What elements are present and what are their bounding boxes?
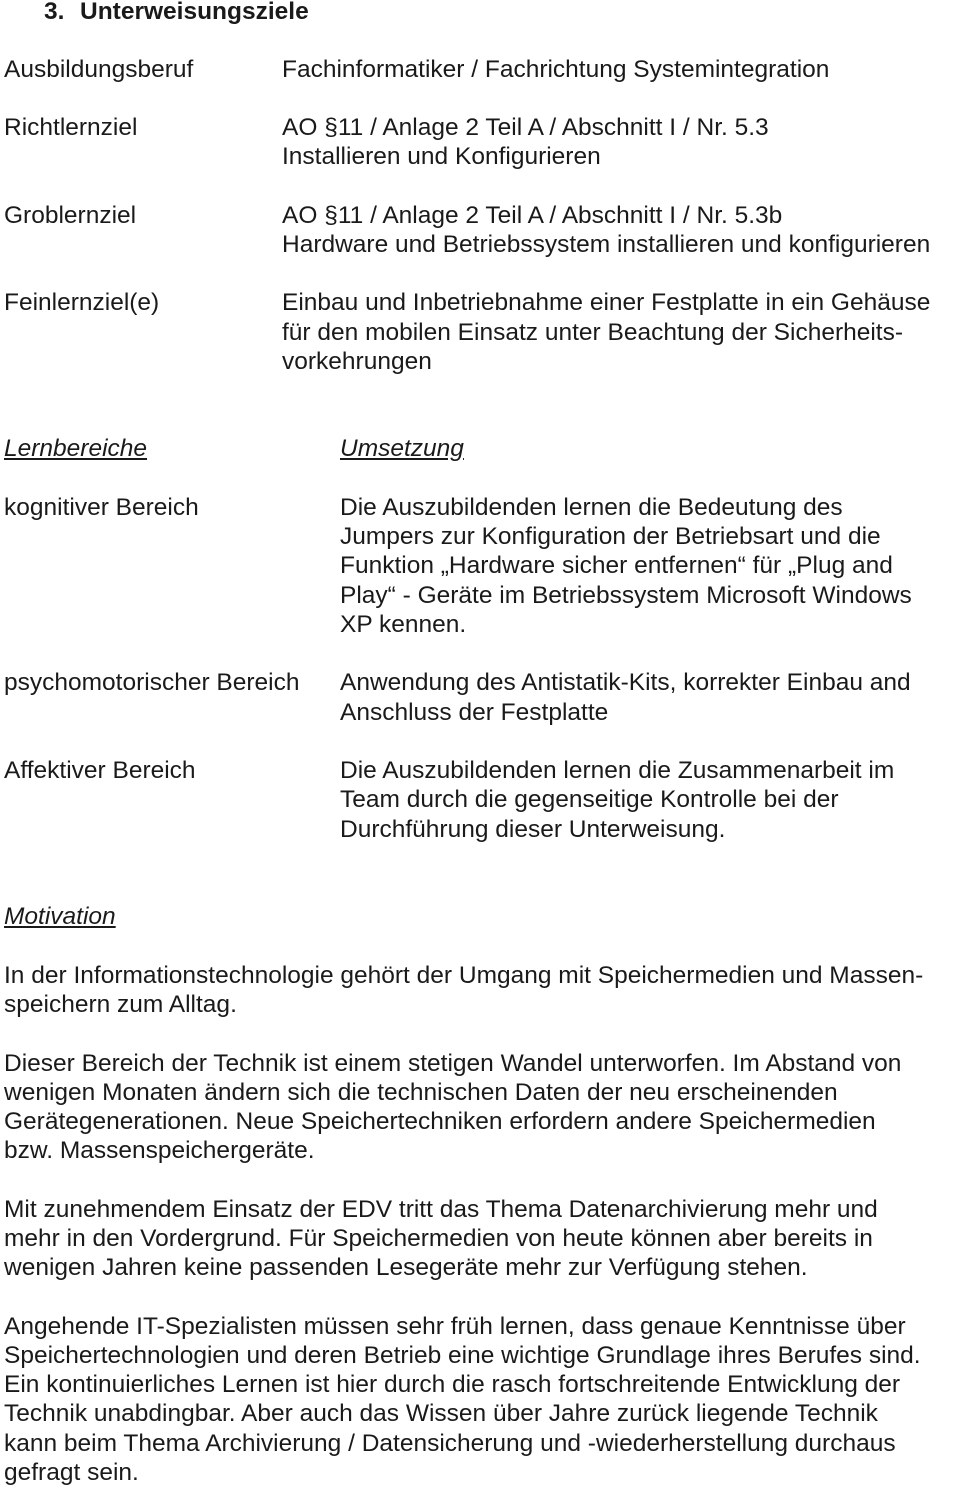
motivation-line: Dieser Bereich der Technik ist einem stetigen Wandel unterworfen. Im Abstand von	[4, 1050, 902, 1077]
motivation-line: wenigen Jahren keine passenden Lesegeräte mehr zur Verfügung stehen.	[4, 1254, 808, 1281]
goal-value-line: Installieren und Konfigurieren	[282, 143, 601, 170]
motivation-line: Ein kontinuierliches Lernen ist hier durch die rasch fortschreitende Entwicklung der	[4, 1371, 901, 1398]
motivation-line: wenigen Monaten ändern sich die technischen Daten der neu erscheinenden	[4, 1079, 838, 1106]
learning-label-kognitiv: kognitiver Bereich	[4, 494, 199, 521]
goal-label-ausbildungsberuf: Ausbildungsberuf	[4, 56, 194, 83]
goal-label-richtlernziel: Richtlernziel	[4, 114, 138, 141]
motivation-line: Gerätegenerationen. Neue Speichertechniken erfordern andere Speichermedien	[4, 1108, 876, 1135]
section-number: 3.	[44, 0, 65, 25]
goal-value-line: Hardware und Betriebssystem installieren und konfigurieren	[282, 231, 931, 258]
section-title: Unterweisungsziele	[80, 0, 309, 25]
motivation-line: bzw. Massenspeichergeräte.	[4, 1137, 315, 1164]
learning-text-line: Funktion „Hardware sicher entfernen“ für „Plug and	[340, 552, 893, 579]
learning-text-line: XP kennen.	[340, 611, 467, 638]
learning-label-affektiv: Affektiver Bereich	[4, 757, 196, 784]
goal-value-line: Einbau und Inbetriebnahme einer Festplatte in ein Gehäuse	[282, 289, 931, 316]
motivation-line: kann beim Thema Archivierung / Datensicherung und -wiederherstellung durchaus	[4, 1430, 896, 1457]
motivation-line: Speichertechnologien und deren Betrieb eine wichtige Grundlage ihres Berufes sind.	[4, 1342, 921, 1369]
learning-label-psychomotorisch: psychomotorischer Bereich	[4, 669, 300, 696]
goal-value-line: Fachinformatiker / Fachrichtung Systemintegration	[282, 56, 830, 83]
motivation-line: In der Informationstechnologie gehört der Umgang mit Speichermedien und Massen-	[4, 962, 924, 989]
learning-text-line: Die Auszubildenden lernen die Zusammenarbeit im	[340, 757, 895, 784]
goal-value-line: AO §11 / Anlage 2 Teil A / Abschnitt I / Nr. 5.3	[282, 114, 769, 141]
goal-value-line: vorkehrungen	[282, 348, 432, 375]
motivation-heading: Motivation	[4, 903, 116, 930]
lernbereiche-heading: Lernbereiche	[4, 435, 148, 462]
goal-value-line: für den mobilen Einsatz unter Beachtung der Sicherheits-	[282, 319, 904, 346]
learning-text-line: Die Auszubildenden lernen die Bedeutung des	[340, 494, 843, 521]
motivation-line: mehr in den Vordergrund. Für Speichermedien von heute können aber bereits in	[4, 1225, 873, 1252]
motivation-line: gefragt sein.	[4, 1459, 139, 1486]
learning-text-line: Play“ - Geräte im Betriebssystem Microsoft Windows	[340, 582, 912, 609]
goal-label-groblernziel: Groblernziel	[4, 202, 137, 229]
learning-text-line: Jumpers zur Konfiguration der Betriebsart und die	[340, 523, 881, 550]
motivation-line: Technik unabdingbar. Aber auch das Wissen über Jahre zurück liegende Technik	[4, 1400, 878, 1427]
learning-text-line: Team durch die gegenseitige Kontrolle bei der	[340, 786, 839, 813]
goal-label-feinlernziel: Feinlernziel(e)	[4, 289, 160, 316]
goal-value-line: AO §11 / Anlage 2 Teil A / Abschnitt I / Nr. 5.3b	[282, 202, 783, 229]
learning-text-line: Anwendung des Antistatik-Kits, korrekter Einbau and	[340, 669, 911, 696]
learning-text-line: Anschluss der Festplatte	[340, 699, 609, 726]
motivation-line: Angehende IT-Spezialisten müssen sehr früh lernen, dass genaue Kenntnisse über	[4, 1313, 906, 1340]
motivation-line: Mit zunehmendem Einsatz der EDV tritt das Thema Datenarchivierung mehr und	[4, 1196, 878, 1223]
learning-text-line: Durchführung dieser Unterweisung.	[340, 816, 726, 843]
umsetzung-heading: Umsetzung	[340, 435, 464, 462]
motivation-line: speichern zum Alltag.	[4, 991, 237, 1018]
